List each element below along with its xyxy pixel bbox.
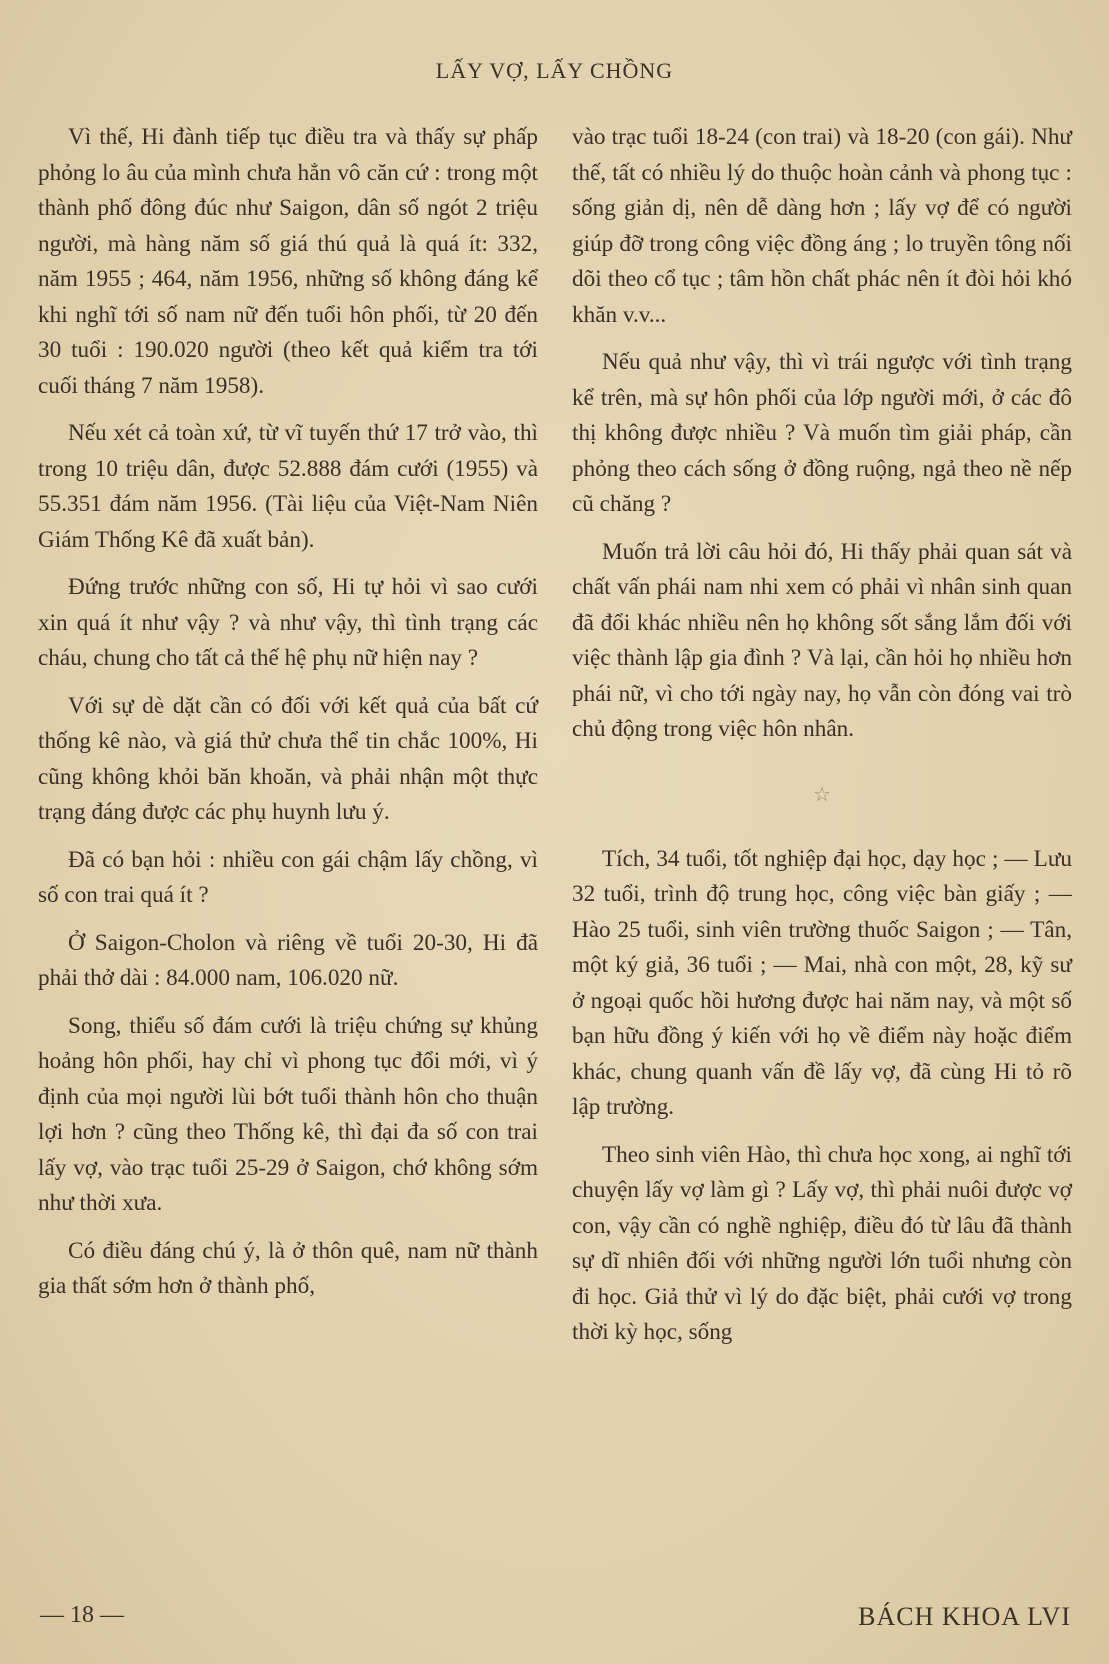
- paragraph: Ở Saigon-Cholon và riêng về tuổi 20-30, Hi đã phải thở dài : 84.000 nam, 106.020 nữ.: [38, 929, 538, 991]
- running-header: LẤY VỢ, LẤY CHỒNG: [435, 58, 674, 83]
- paragraph: Theo sinh viên Hào, thì chưa học xong, ai nghĩ tới chuyện lấy vợ làm gì ? Lấy vợ, thì phải nuôi được vợ con, vậy cần có nghề nghiệp, điều đó từ lâu đã thành sự dĩ nhiên đối với những người lớn tuổi nhưng còn đi học. Giả thử vì lý do đặc biệt, phải cưới vợ trong thời kỳ học, sống: [572, 1141, 1072, 1345]
- paragraph: Với sự dè dặt cần có đối với kết quả của bất cứ thống kê nào, và giá thử chưa thể tin chắc 100%, Hi cũng không khỏi băn khoăn, và phải nhận một thực trạng đáng được các phụ huynh lưu ý.: [38, 692, 538, 825]
- paragraph: Vì thế, Hi đành tiếp tục điều tra và thấy sự phấp phỏng lo âu của mình chưa hẳn vô căn cứ : trong một thành phố đông đúc như Saigon, dân số ngót 2 triệu người, mà hàng năm số giá thú quả là quá ít: 332, năm 1955 ; 464, năm 1956, những số không đáng kể khi nghĩ tới số nam nữ đến tuổi hôn phối, từ 20 đến 30 tuổi : 190.020 người (theo kết quả kiểm tra tới cuối tháng 7 năm 1958).: [38, 124, 538, 399]
- paragraph: Đứng trước những con số, Hi tự hỏi vì sao cưới xin quá ít như vậy ? và như vậy, thì tình trạng các cháu, chung cho tất cả thế hệ phụ nữ hiện nay ?: [38, 574, 538, 671]
- paragraph: Tích, 34 tuổi, tốt nghiệp đại học, dạy học ; — Lưu 32 tuổi, trình độ trung học, công việc bàn giấy ; — Hào 25 tuổi, sinh viên trường thuốc Saigon ; — Tân, một ký giả, 36 tuổi ; — Mai, nhà con một, 28, kỹ sư ở ngoại quốc hồi hương được hai năm nay, và một số bạn hữu đồng ý kiến với họ về điểm này hoặc điểm khác, chung quanh vấn đề lấy vợ, đã cùng Hi tỏ rõ lập trường.: [572, 845, 1072, 1120]
- paragraph-continued: vào trạc tuổi 18-24 (con trai) và 18-20 (con gái). Như thế, tất có nhiều lý do thuộc hoàn cảnh và phong tục : sống giản dị, nên dễ dàng hơn ; lấy vợ để có người giúp đỡ trong công việc đồng áng ; lo truyền tông nối dõi theo cổ tục ; tâm hồn chất phác nên ít đòi hỏi khó khăn v.v...: [572, 124, 1072, 328]
- paragraph: Nếu quả như vậy, thì vì trái ngược với tình trạng kể trên, mà sự hôn phối của lớp người mới, ở các đô thị không được nhiều ? Và muốn tìm giải pháp, cần phỏng theo cách sống ở đồng ruộng, ngả theo nề nếp cũ chăng ?: [572, 349, 1072, 517]
- section-divider-star-icon: ☆: [813, 783, 831, 806]
- paragraph: Đã có bạn hỏi : nhiều con gái chậm lấy chồng, vì số con trai quá ít ?: [38, 846, 538, 908]
- left-column: [38, 120, 538, 1317]
- paragraph: Muốn trả lời câu hỏi đó, Hi thấy phải quan sát và chất vấn phái nam nhi xem có phải vì nhân sinh quan đã đổi khác nhiều nên họ không sốt sắng lắm đối với việc thành lập gia đình ? Và lại, cần hỏi họ nhiều hơn phái nữ, vì cho tới ngày nay, họ vẫn còn đóng vai trò chủ động trong việc hôn nhân.: [572, 538, 1072, 742]
- publication-name: BÁCH KHOA LVI: [858, 1602, 1071, 1631]
- right-column: [572, 120, 1072, 1363]
- paragraph: Nếu xét cả toàn xứ, từ vĩ tuyến thứ 17 trở vào, thì trong 10 triệu dân, được 52.888 đám cưới (1955) và 55.351 đám năm 1956. (Tài liệu của Việt-Nam Niên Giám Thống Kê đã xuất bản).: [38, 420, 538, 553]
- page-number: — 18 —: [40, 1602, 124, 1628]
- paragraph: Có điều đáng chú ý, là ở thôn quê, nam nữ thành gia thất sớm hơn ở thành phố,: [38, 1237, 538, 1299]
- paragraph: Song, thiểu số đám cưới là triệu chứng sự khủng hoảng hôn phối, hay chỉ vì phong tục đổi mới, vì ý định của mọi người lùi bớt tuổi thành hôn cho thuận lợi hơn ? cũng theo Thống kê, thì đại đa số con trai lấy vợ, vào trạc tuổi 25-29 ở Saigon, chớ không sớm như thời xưa.: [38, 1012, 538, 1216]
